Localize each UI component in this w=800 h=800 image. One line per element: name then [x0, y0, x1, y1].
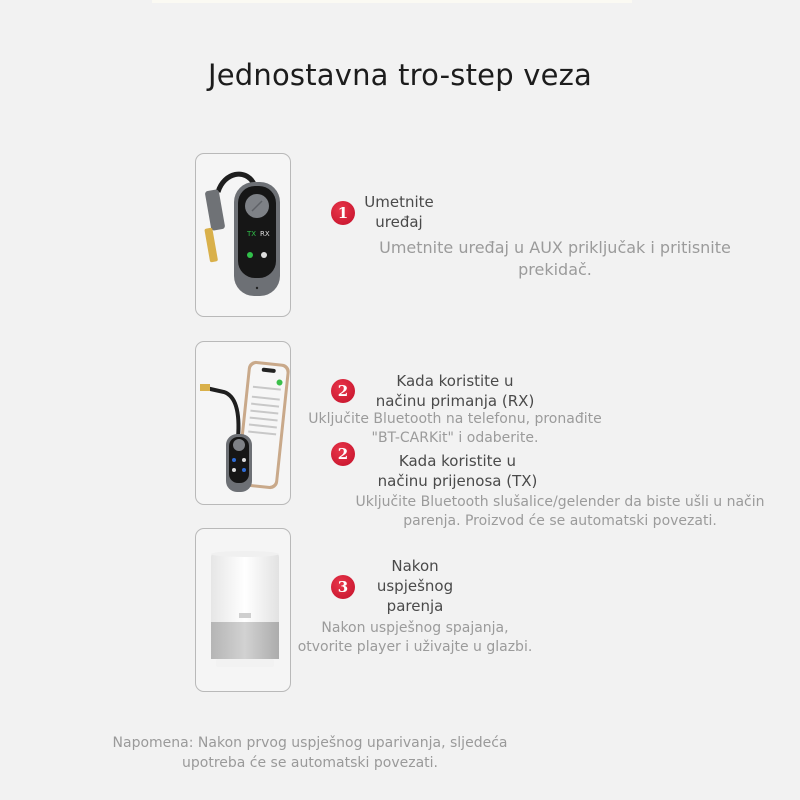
- top-divider: [152, 0, 632, 3]
- step-2-tx-heading: Kada koristite u načinu prijenosa (TX): [377, 452, 538, 490]
- footnote: Napomena: Nakon prvog uspješnog uparivanja, sljedeća upotreba će se automatski povezati.: [112, 735, 508, 771]
- step-3-image-card: [195, 528, 291, 692]
- step-2-rx-heading: Kada koristite u načinu primanja (RX): [375, 372, 535, 410]
- step-2-image-card: [195, 341, 291, 505]
- step-2-tx-description: Uključite Bluetooth slušalice/gelender da biste ušli u način parenja. Proizvod će se automatski povezati.: [355, 494, 765, 529]
- page-title: Jednostavna tro-step veza: [207, 58, 593, 92]
- svg-text:TX: TX: [247, 230, 257, 238]
- step-3-heading: Nakon uspješnog parenja: [376, 557, 454, 615]
- step-2-tx-badge: 2: [331, 442, 355, 466]
- step-1-description: Umetnite uređaj u AUX priključak i pritisnite prekidač.: [379, 238, 731, 279]
- step-2-rx-badge: 2: [331, 379, 355, 403]
- step-2-rx-description: Uključite Bluetooth na telefonu, pronađite "BT-CARKit" i odaberite.: [308, 411, 602, 446]
- smart-speaker-icon: [196, 529, 290, 691]
- step-1-image-card: [195, 153, 291, 317]
- step-3-badge: 3: [331, 575, 355, 599]
- svg-text:RX: RX: [260, 230, 270, 238]
- adapter-with-phone-icon: [196, 342, 290, 504]
- aux-bluetooth-adapter-icon: [196, 154, 290, 316]
- step-1-badge: 1: [331, 201, 355, 225]
- step-1-heading: Umetnite uređaj: [364, 193, 434, 231]
- step-3-description: Nakon uspješnog spajanja, otvorite player i uživajte u glazbi.: [297, 620, 533, 655]
